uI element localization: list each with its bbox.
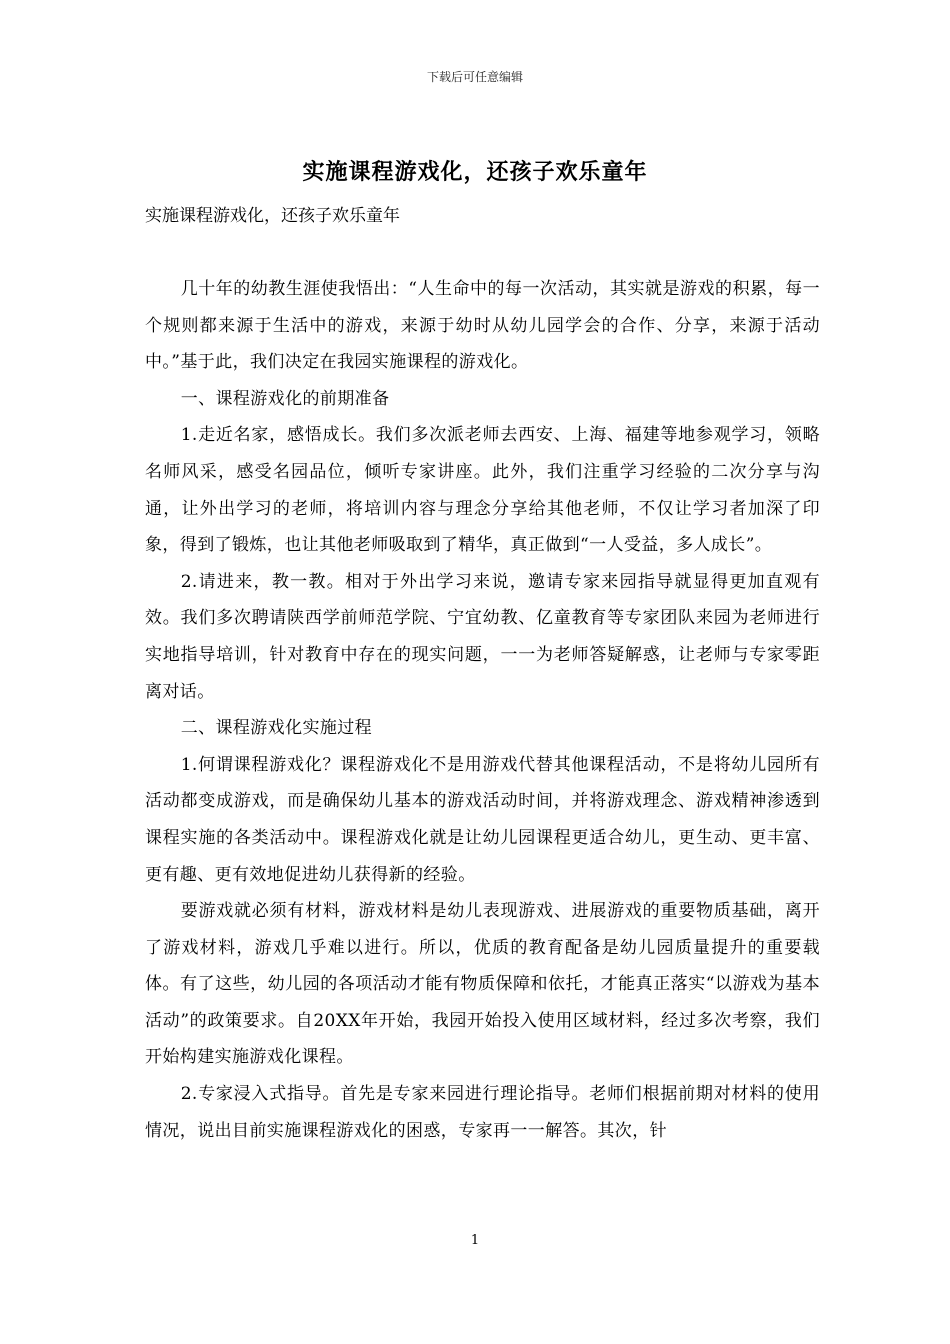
paragraph-2-2: 2.专家浸入式指导。首先是专家来园进行理论指导。老师们根据前期对材料的使用情况，说出目前实施课程游戏化的困惑，专家再一一解答。其次，针 (145, 1084, 820, 1141)
document-subtitle: 实施课程游戏化，还孩子欢乐童年 (145, 206, 400, 226)
paragraph-intro: 几十年的幼教生涯使我悟出：“人生命中的每一次活动，其实就是游戏的积累，每一个规则都来源于生活中的游戏，来源于幼时从幼儿园学会的合作、分享，来源于活动中。”基于此，我们决定在我园实施课程的游戏化。 (145, 279, 820, 373)
page-header-note: 下载后可任意编辑 (426, 70, 523, 84)
paragraph-2-1-cont: 要游戏就必须有材料，游戏材料是幼儿表现游戏、进展游戏的重要物质基础，离开了游戏材料，游戏几乎难以进行。所以，优质的教育配备是幼儿园质量提升的重要载体。有了这些，幼儿园的各项活动才能有物质保障和依托，才能真正落实“以游戏为基本活动”的政策要求。自20XX年开始，我园开始投入使用区域材料，经过多次考察，我们开始构建实施游戏化课程。 (145, 901, 820, 1068)
paragraph-2-1: 1.何谓课程游戏化？课程游戏化不是用游戏代替其他课程活动，不是将幼儿园所有活动都变成游戏，而是确保幼儿基本的游戏活动时间，并将游戏理念、游戏精神渗透到课程实施的各类活动中。课程游戏化就是让幼儿园课程更适合幼儿，更生动、更丰富、更有趣、更有效地促进幼儿获得新的经验。 (145, 754, 820, 885)
section-heading-1: 一、课程游戏化的前期准备 (180, 388, 390, 409)
paragraph-1-1: 1.走近名家，感悟成长。我们多次派老师去西安、上海、福建等地参观学习，领略名师风采，感受名园品位，倾听专家讲座。此外，我们注重学习经验的二次分享与沟通，让外出学习的老师，将培训内容与理念分享给其他老师，不仅让学习者加深了印象，得到了锻炼，也让其他老师吸取到了精华，真正做到“一人受益，多人成长”。 (145, 425, 820, 556)
document-title: 实施课程游戏化，还孩子欢乐童年 (302, 159, 648, 185)
document-body (145, 271, 820, 1149)
paragraph-1-2: 2.请进来，教一教。相对于外出学习来说，邀请专家来园指导就显得更加直观有效。我们多次聘请陕西学前师范学院、宁宜幼教、亿童教育等专家团队来园为老师进行实地指导培训，针对教育中存在的现实问题，一一为老师答疑解惑，让老师与专家零距离对话。 (145, 571, 820, 702)
page-number: 1 (470, 1233, 480, 1248)
section-heading-2: 二、课程游戏化实施过程 (180, 718, 373, 739)
